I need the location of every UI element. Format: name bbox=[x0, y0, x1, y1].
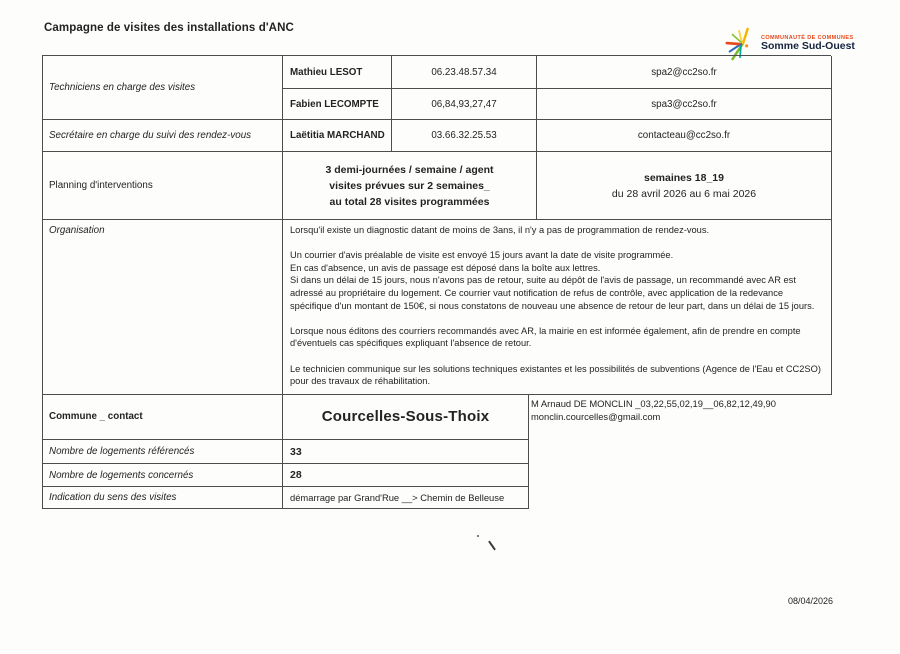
planning-line1: 3 demi-journées / semaine / agent bbox=[325, 163, 494, 176]
secretary-name-cell: Laëtitia MARCHAND bbox=[283, 120, 392, 152]
contact-name-phones: M Arnaud DE MONCLIN _03,22,55,02,19__06,82,12,49,90 bbox=[531, 398, 776, 409]
footer-date: 08/04/2026 bbox=[788, 596, 834, 606]
contact-email: monclin.courcelles@gmail.com bbox=[531, 411, 661, 422]
technician-phone-cell: 06.23.48.57.34 bbox=[392, 56, 537, 89]
row-label-cell: Nombre de logements concernés bbox=[43, 464, 283, 487]
scan-speck bbox=[477, 535, 479, 537]
technician-email-cell: spa3@cc2so.fr bbox=[537, 89, 832, 120]
row-label-cell: Indication du sens des visites bbox=[43, 487, 283, 509]
organisation-label-cell: Organisation bbox=[43, 220, 283, 395]
planning-line3: au total 28 visites programmées bbox=[329, 195, 490, 208]
organisation-paragraph: Lorsqu'il existe un diagnostic datant de moins de 3ans, il n'y a pas de programmation de rendez-vous. bbox=[290, 225, 710, 235]
row-label-cell: Nombre de logements référencés bbox=[43, 440, 283, 464]
row-value-cell: 28 bbox=[283, 464, 529, 487]
organisation-paragraph: Lorsque nous éditons des courriers recommandés avec AR, la mairie en est informée également, afin de prendre en compte d'éventuels cas spécifiques expliquant l'absence de retour. bbox=[290, 325, 801, 349]
commune-name-cell: Courcelles-Sous-Thoix bbox=[283, 394, 529, 440]
main-table bbox=[42, 55, 831, 394]
planning-period: du 28 avril 2026 au 6 mai 2026 bbox=[611, 187, 757, 200]
secretary-email-cell: contacteau@cc2so.fr bbox=[537, 120, 832, 152]
organisation-paragraph: Un courrier d'avis préalable de visite est envoyé 15 jours avant la date de visite programmée. bbox=[290, 250, 674, 261]
row-value-cell: démarrage par Grand'Rue __> Chemin de Belleuse bbox=[283, 487, 529, 509]
row-value-cell: 33 bbox=[283, 440, 529, 464]
organisation-paragraph: Si dans un délai de 15 jours, nous n'avons pas de retour, suite au dépôt de l'avis de passage, un recommandé avec AR est adressé au propriétaire du logement. Ce courrier vaut notification de refus de contrôle, avec application de la redevance spécifique d'un montant de 150€, si nous constatons de nouveau une absence de retour de leur part, dans un délai de 15 jours. bbox=[290, 275, 815, 311]
logo-org-line: COMMUNAUTÉ DE COMMUNES bbox=[761, 34, 854, 41]
technician-name-cell: Mathieu LESOT bbox=[283, 56, 392, 89]
organisation-paragraph: En cas d'absence, un avis de passage est déposé dans la boîte aux lettres. bbox=[290, 262, 601, 273]
scan-pen-mark bbox=[488, 540, 496, 550]
technician-name-cell: Fabien LECOMPTE bbox=[283, 89, 392, 120]
organisation-paragraph: Le technicien communique sur les solutions techniques existantes et les possibilités de subventions (Agence de l'Eau et CC2SO) pour des travaux de réhabilitation. bbox=[290, 363, 821, 387]
secretary-label-cell: Secrétaire en charge du suivi des rendez-vous bbox=[43, 120, 283, 152]
secretary-phone-cell: 03.66.32.25.53 bbox=[392, 120, 537, 152]
commune-contact-block bbox=[531, 397, 826, 423]
commune-table bbox=[42, 394, 528, 509]
organisation-text-cell bbox=[283, 220, 832, 395]
technicians-label-cell: Techniciens en charge des visites bbox=[43, 56, 283, 120]
planning-summary-cell bbox=[283, 152, 537, 220]
technician-phone-cell: 06,84,93,27,47 bbox=[392, 89, 537, 120]
page-title: Campagne de visites des installations d'ANC bbox=[44, 22, 294, 34]
logo-name-line: Somme Sud-Ouest bbox=[761, 40, 855, 53]
planning-label-cell: Planning d'interventions bbox=[43, 152, 283, 220]
technician-email-cell: spa2@cc2so.fr bbox=[537, 56, 832, 89]
planning-period-cell bbox=[537, 152, 832, 220]
commune-label-cell: Commune _ contact bbox=[43, 394, 283, 440]
planning-line2: visites prévues sur 2 semaines_ bbox=[329, 179, 490, 192]
planning-weeks: semaines 18_19 bbox=[644, 171, 724, 184]
logo-text bbox=[761, 36, 855, 53]
